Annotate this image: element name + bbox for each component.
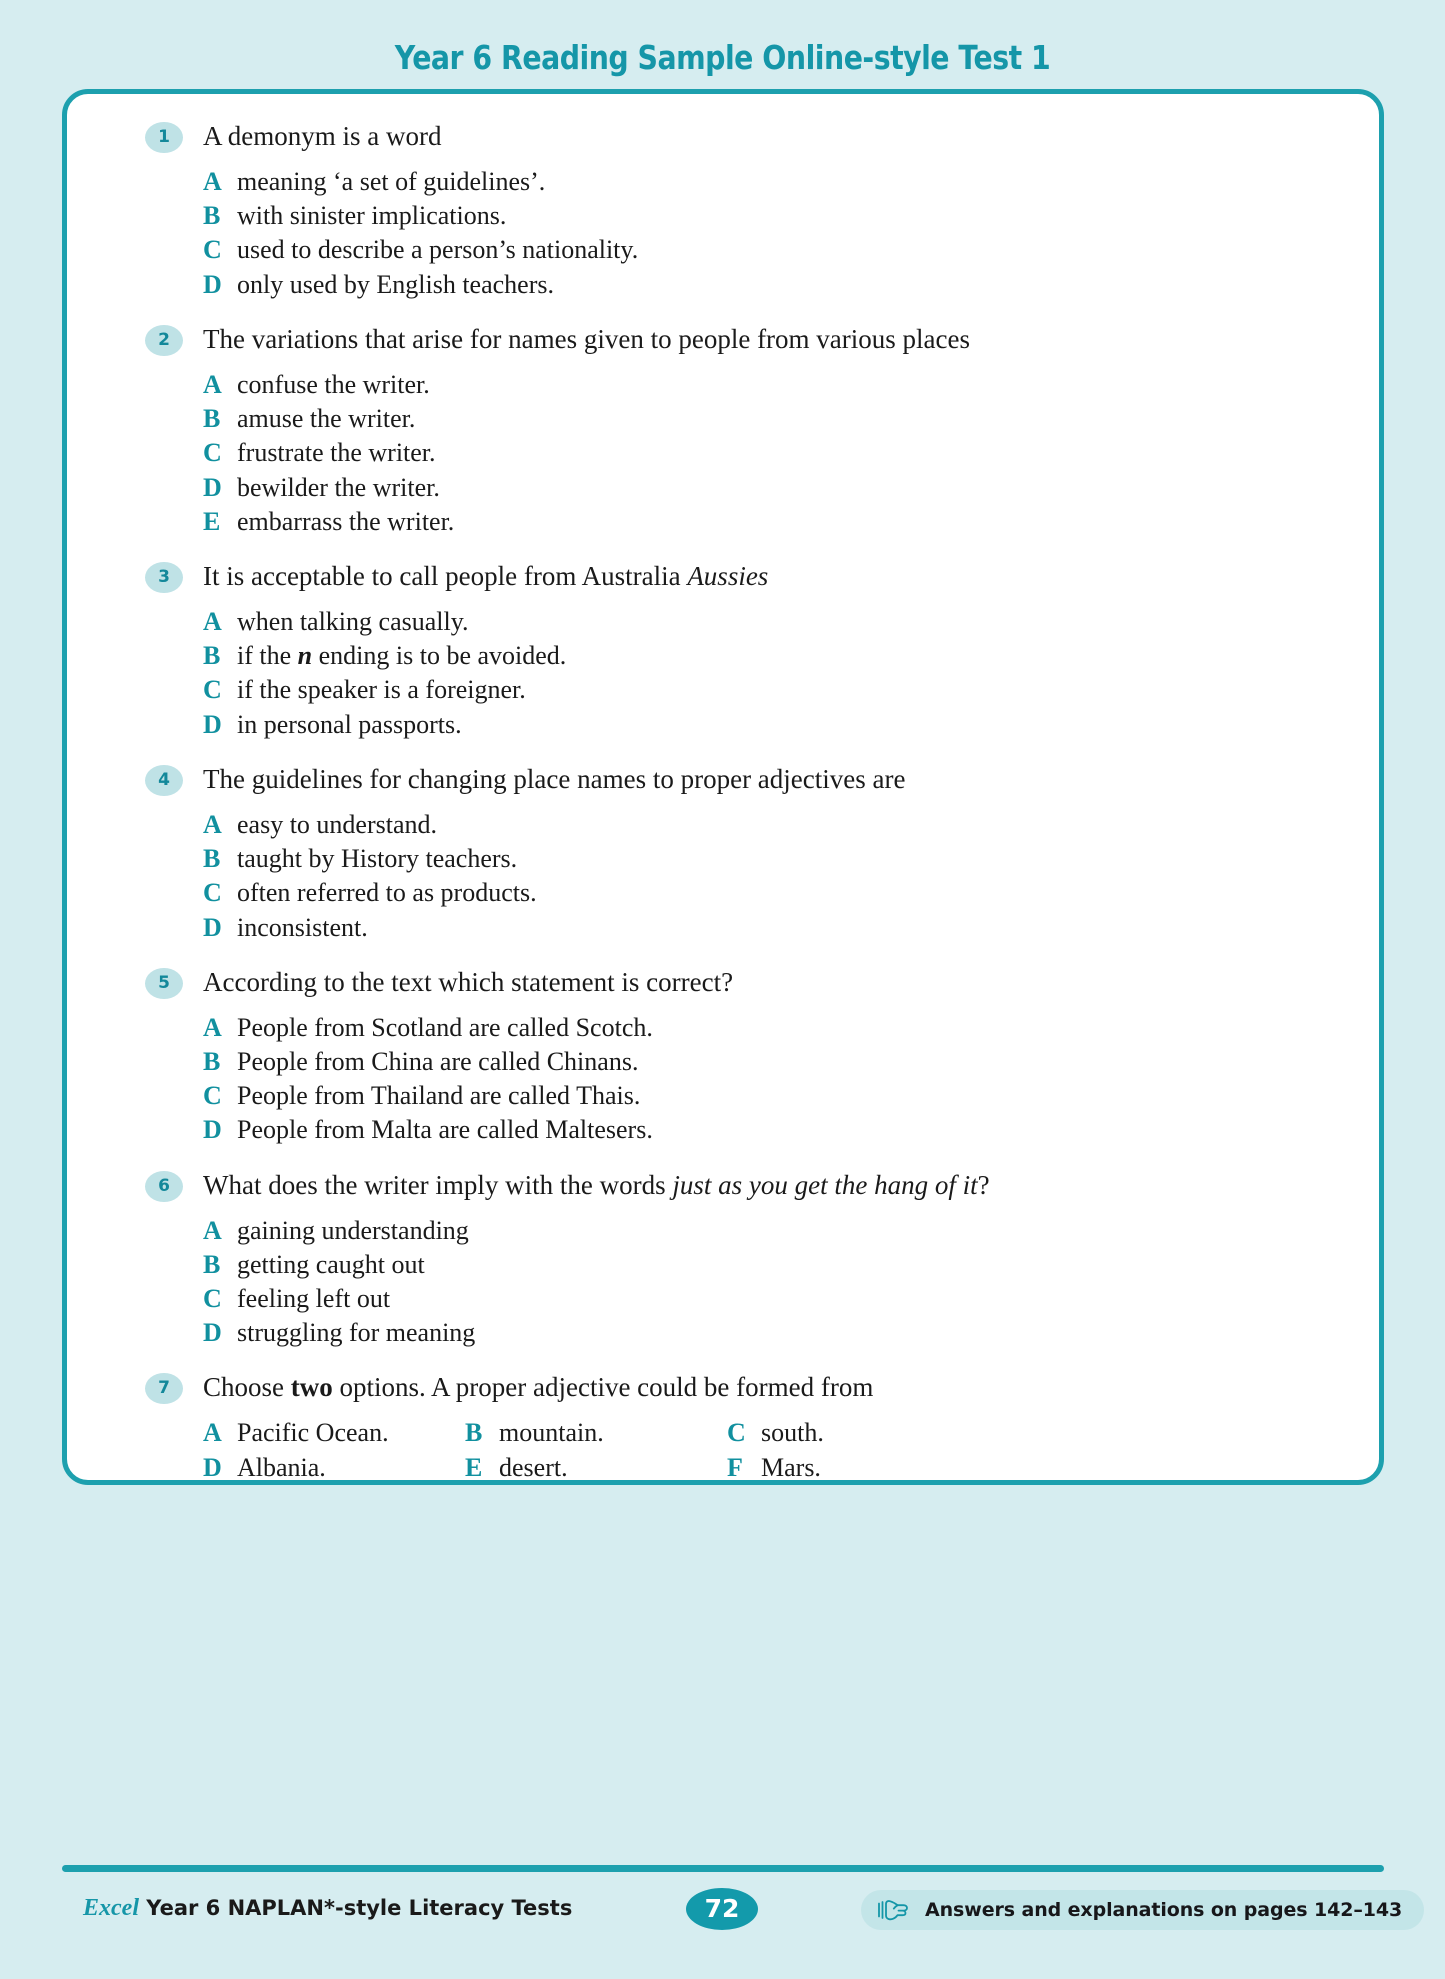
option-row[interactable] — [203, 437, 1339, 469]
option-letter: B — [203, 404, 221, 434]
option-row[interactable] — [203, 606, 1339, 638]
option-text: Albania. — [237, 1452, 326, 1482]
option-text: People from Malta are called Maltesers. — [237, 1115, 653, 1145]
option-letter: B — [203, 1249, 221, 1279]
question-block — [85, 560, 1339, 741]
option-letter: C — [203, 878, 222, 908]
option-letter: A — [203, 1215, 222, 1245]
option-row[interactable] — [465, 1452, 727, 1484]
option-letter: D — [203, 1115, 222, 1145]
question-block — [85, 323, 1339, 538]
question-stem: A demonym is a word — [203, 121, 442, 151]
question-number: 5 — [145, 968, 183, 999]
option-row[interactable] — [203, 234, 1339, 266]
option-row[interactable] — [203, 369, 1339, 401]
option-text: mountain. — [499, 1418, 604, 1448]
page-number-badge: 72 — [686, 1888, 758, 1930]
option-row[interactable] — [203, 912, 1339, 944]
option-letter: D — [203, 1318, 222, 1348]
option-letter: A — [203, 166, 222, 196]
page-footer — [0, 1859, 1445, 1979]
option-letter: B — [203, 201, 221, 231]
option-text: People from China are called Chinans. — [237, 1046, 639, 1076]
option-row[interactable] — [203, 1012, 1339, 1044]
option-letter: F — [727, 1452, 743, 1482]
option-text: if the speaker is a foreigner. — [237, 675, 526, 705]
question-number: 4 — [145, 765, 183, 796]
option-letter: A — [203, 1012, 222, 1042]
option-letter: A — [203, 369, 222, 399]
option-letter: D — [203, 269, 222, 299]
question-block — [85, 763, 1339, 944]
option-row[interactable] — [203, 1249, 1339, 1281]
option-row[interactable] — [203, 269, 1339, 301]
question-block — [85, 1169, 1339, 1350]
question-card — [62, 89, 1384, 1485]
option-text: struggling for meaning — [237, 1318, 476, 1348]
option-row[interactable] — [203, 472, 1339, 504]
option-text: People from Thailand are called Thais. — [237, 1081, 641, 1111]
question-stem: What does the writer imply with the words just as you get the hang of it? — [203, 1169, 990, 1200]
option-row[interactable] — [727, 1417, 989, 1449]
option-text: gaining understanding — [237, 1215, 469, 1245]
option-text: bewilder the writer. — [237, 472, 440, 502]
option-letter: C — [727, 1418, 746, 1448]
option-row[interactable] — [203, 1283, 1339, 1315]
option-list — [203, 166, 1339, 301]
option-letter: B — [203, 641, 221, 671]
option-text: when talking casually. — [237, 606, 469, 636]
option-letter: C — [203, 235, 222, 265]
option-row[interactable] — [203, 1114, 1339, 1146]
pointing-hand-icon — [877, 1897, 911, 1923]
option-letter: C — [203, 1081, 222, 1111]
question-stem: According to the text which statement is correct? — [203, 966, 734, 997]
option-letter: A — [203, 809, 222, 839]
option-list — [203, 809, 1339, 944]
option-row[interactable] — [203, 640, 1339, 672]
option-row[interactable] — [203, 1452, 465, 1484]
option-letter: D — [203, 912, 222, 942]
option-text: desert. — [499, 1452, 568, 1482]
option-text: People from Scotland are called Scotch. — [237, 1012, 653, 1042]
option-text: inconsistent. — [237, 912, 368, 942]
option-row[interactable] — [203, 709, 1339, 741]
option-letter: C — [203, 1284, 222, 1314]
question-number: 6 — [145, 1171, 183, 1202]
option-text: frustrate the writer. — [237, 438, 436, 468]
option-list — [203, 369, 1339, 538]
question-number: 3 — [145, 562, 183, 593]
option-text: embarrass the writer. — [237, 506, 455, 536]
option-row[interactable] — [203, 506, 1339, 538]
option-letter: D — [203, 1452, 222, 1482]
option-letter: A — [203, 606, 222, 636]
option-text: easy to understand. — [237, 809, 438, 839]
question-number: 7 — [145, 1373, 183, 1404]
option-row[interactable] — [203, 843, 1339, 875]
question-list — [67, 94, 1379, 1480]
option-row[interactable] — [203, 1046, 1339, 1078]
option-text: getting caught out — [237, 1249, 425, 1279]
option-text: with sinister implications. — [237, 201, 507, 231]
option-list — [203, 1012, 1339, 1147]
option-list — [203, 1215, 1339, 1350]
option-text: meaning ‘a set of guidelines’. — [237, 166, 546, 196]
option-list — [203, 606, 1339, 741]
footer-series-label — [83, 1895, 572, 1922]
option-letter: E — [465, 1452, 483, 1482]
option-text: used to describe a person’s nationality. — [237, 235, 639, 265]
option-text: taught by History teachers. — [237, 844, 518, 874]
option-text: south. — [761, 1418, 824, 1448]
page-title: Year 6 Reading Sample Online-style Test 1 — [394, 38, 1051, 77]
option-row[interactable] — [203, 1080, 1339, 1112]
option-text: Mars. — [761, 1452, 821, 1482]
question-stem: The variations that arise for names given to people from various places — [203, 323, 970, 354]
question-block — [85, 1371, 1339, 1485]
option-letter: D — [203, 709, 222, 739]
option-row[interactable] — [203, 809, 1339, 841]
option-letter: C — [203, 675, 222, 705]
question-stem: Choose two options. A proper adjective could be formed from — [203, 1372, 874, 1403]
option-letter: B — [203, 844, 221, 874]
option-list — [203, 1417, 1339, 1485]
question-stem: The guidelines for changing place names to proper adjectives are — [203, 763, 906, 794]
answers-note-pill — [861, 1890, 1424, 1930]
option-letter: B — [203, 1046, 221, 1076]
question-block — [85, 120, 1339, 301]
brand-name: Excel — [83, 1895, 139, 1921]
question-number: 2 — [145, 325, 183, 356]
answers-note-text: Answers and explanations on pages 142–143 — [925, 1899, 1403, 1921]
option-row[interactable] — [203, 877, 1339, 909]
option-text: Pacific Ocean. — [237, 1418, 389, 1448]
option-row[interactable] — [203, 674, 1339, 706]
option-letter: A — [203, 1418, 222, 1448]
option-letter: E — [203, 506, 221, 536]
option-row[interactable] — [203, 1317, 1339, 1349]
question-block — [85, 966, 1339, 1147]
question-number: 1 — [145, 122, 183, 153]
option-row[interactable] — [203, 1417, 465, 1449]
option-row[interactable] — [465, 1417, 727, 1449]
option-row[interactable] — [203, 166, 1339, 198]
option-text: in personal passports. — [237, 709, 462, 739]
option-text: if the n ending is to be avoided. — [237, 641, 567, 671]
option-row[interactable] — [203, 403, 1339, 435]
question-stem: It is acceptable to call people from Australia Aussies — [203, 560, 769, 591]
option-row[interactable] — [203, 200, 1339, 232]
option-letter: D — [203, 472, 222, 502]
option-letter: C — [203, 438, 222, 468]
series-name: Year 6 NAPLAN*-style Literacy Tests — [146, 1896, 573, 1920]
option-text: amuse the writer. — [237, 404, 416, 434]
option-row[interactable] — [727, 1452, 989, 1484]
option-text: only used by English teachers. — [237, 269, 554, 299]
option-text: often referred to as products. — [237, 878, 537, 908]
option-letter: B — [465, 1418, 483, 1448]
option-text: feeling left out — [237, 1284, 391, 1314]
option-text: confuse the writer. — [237, 369, 430, 399]
option-row[interactable] — [203, 1215, 1339, 1247]
footer-divider — [62, 1865, 1384, 1872]
